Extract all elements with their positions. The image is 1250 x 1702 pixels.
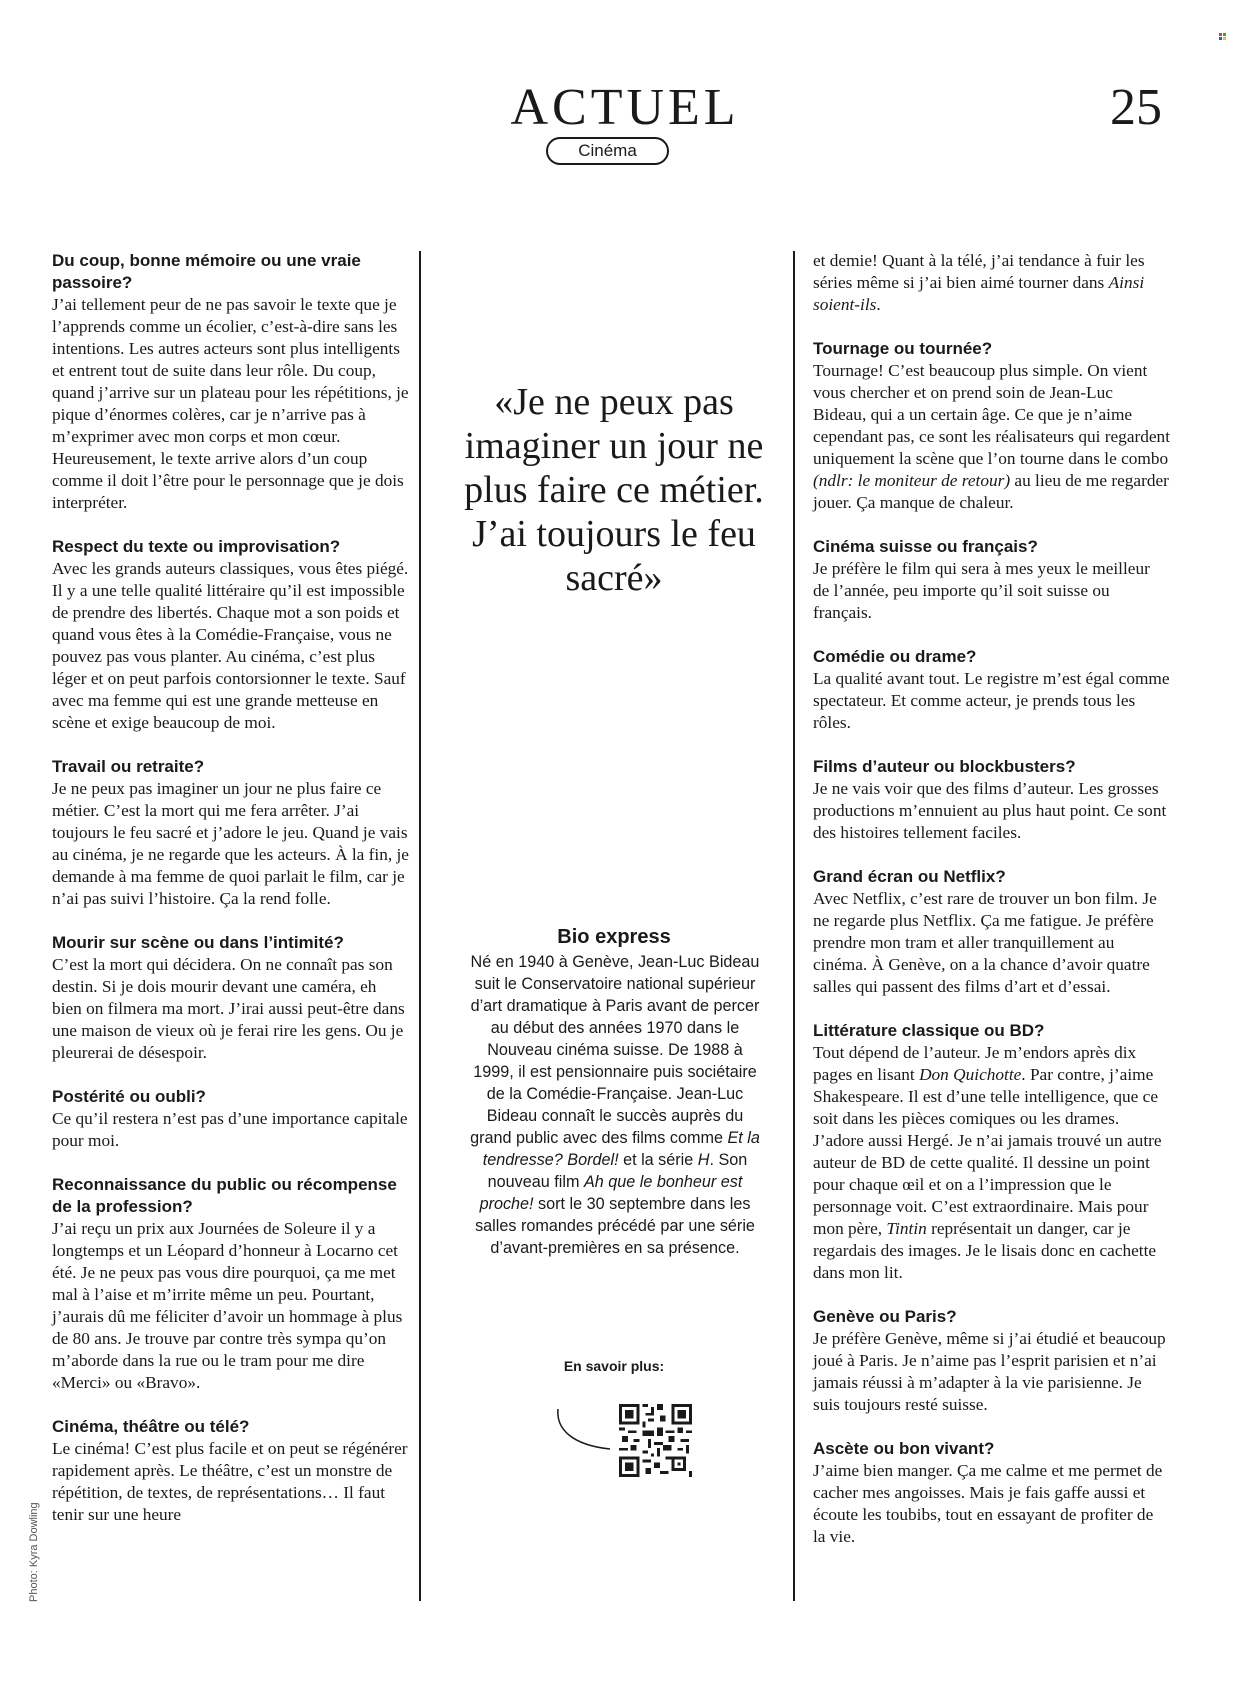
- answer: J’aime bien manger. Ça me calme et me permet de cacher mes angoisses. Mais je fais gaffe aussi et écoute les toubibs, tout en essayant de profiter de la vie.: [813, 1461, 1163, 1546]
- question: Comédie ou drame?: [813, 647, 977, 666]
- qa-block-films-auteur: [813, 756, 1170, 844]
- qa-block-comedie: [813, 646, 1170, 734]
- column-divider-left: [419, 251, 421, 1601]
- answer: Avec les grands auteurs classiques, vous êtes piégé. Il y a une telle qualité littéraire qu’il est impossible de prendre des libertés. Chaque mot a son poids et quand vous êtes à la Comédie-Française, vous ne pouvez pas vous planter. Au cinéma, c’est plus léger et on peut parfois contorsionner le texte. Sauf avec ma femme qui est une grande metteuse en scène et exige beaucoup de moi.: [52, 559, 409, 732]
- question: Travail ou retraite?: [52, 757, 205, 776]
- qa-block-litterature: [813, 1020, 1170, 1284]
- answer: Le cinéma! C’est plus facile et on peut se régénérer rapidement après. Le théâtre, c’est un monstre de répétition, de textes, de représentations… Il faut tenir sur une heure: [52, 1439, 408, 1524]
- section-title: ACTUEL: [510, 79, 740, 136]
- qa-block-posterite: [52, 1086, 410, 1152]
- question: Genève ou Paris?: [813, 1307, 957, 1326]
- qr-code-icon[interactable]: [619, 1404, 692, 1477]
- qa-block-cinema-suisse: [813, 536, 1170, 624]
- qa-block-tournage: [813, 338, 1170, 514]
- question: Respect du texte ou improvisation?: [52, 537, 341, 556]
- answer: et demie! Quant à la télé, j’ai tendance à fuir les séries même si j’ai bien aimé tourner dans Ainsi soient-ils.: [813, 251, 1145, 314]
- question: Mourir sur scène ou dans l’intimité?: [52, 933, 344, 952]
- answer: Je ne peux pas imaginer un jour ne plus faire ce métier. C’est la mort qui me fera arrêter. J’ai toujours le feu sacré et j’adore le jeu. Quand je vais au cinéma, je ne regarde que les acteurs. À la fin, je demande à ma femme de quoi parlait le film, car je n’ai pas suivi l’histoire. Ça la rend folle.: [52, 779, 409, 908]
- question: Ascète ou bon vivant?: [813, 1439, 995, 1458]
- answer: Je préfère le film qui sera à mes yeux le meilleur de l’année, peu importe qu’il soit suisse ou français.: [813, 559, 1150, 622]
- column-divider-right: [793, 251, 795, 1601]
- qa-block-cinema-theatre-continued: [813, 250, 1170, 316]
- right-column: [813, 250, 1170, 1570]
- answer: Avec Netflix, c’est rare de trouver un bon film. Je ne regarde plus Netflix. Ça me fatigue. Je préfère prendre mon tram et aller tranquillement au cinéma. À Genève, on a la chance d’avoir quatre salles qui passent des films d’art et d’essai.: [813, 889, 1157, 996]
- more-info-label: En savoir plus:: [563, 1358, 665, 1374]
- color-registration-mark: [1219, 33, 1226, 40]
- question: Cinéma suisse ou français?: [813, 537, 1038, 556]
- qa-block-travail: [52, 756, 410, 910]
- answer: Je préfère Genève, même si j’ai étudié et beaucoup joué à Paris. Je n’aime pas l’esprit parisien et n’ai jamais réussi à m’adapter à la vie parisienne. Je suis toujours resté suisse.: [813, 1329, 1166, 1414]
- page-number: 25: [1110, 79, 1162, 136]
- pull-quote: «Je ne peux pas imaginer un jour ne plus faire ce métier. J’ai toujours le feu sacré»: [464, 381, 764, 599]
- question: Films d’auteur ou blockbusters?: [813, 757, 1076, 776]
- qa-block-geneve-paris: [813, 1306, 1170, 1416]
- question: Grand écran ou Netflix?: [813, 867, 1006, 886]
- qa-block-memoire: [52, 250, 410, 514]
- qa-block-netflix: [813, 866, 1170, 998]
- qa-block-reconnaissance: [52, 1174, 410, 1394]
- bio-text: Né en 1940 à Genève, Jean-Luc Bideau suit le Conservatoire national supérieur d’art dramatique à Paris avant de percer au début des années 1970 dans le Nouveau cinéma suisse. De 1988 à 1999, il est pensionnaire puis sociétaire de la Comédie-Française. Jean-Luc Bideau connaît le succès auprès du grand public avec des films comme Et la tendresse? Bordel! et la série H. Son nouveau film Ah que le bonheur est proche! sort le 30 septembre dans les salles romandes précédé par une série d’avant-premières en sa présence.: [470, 953, 760, 1257]
- question: Tournage ou tournée?: [813, 339, 993, 358]
- answer: La qualité avant tout. Le registre m’est égal comme spectateur. Et comme acteur, je prends tous les rôles.: [813, 669, 1170, 732]
- answer: Ce qu’il restera n’est pas d’une importance capitale pour moi.: [52, 1109, 408, 1150]
- curved-arrow-icon: [552, 1405, 614, 1455]
- answer: J’ai reçu un prix aux Journées de Soleure il y a longtemps et un Léopard d’honneur à Locarno cet été. Je ne peux pas vous dire pourquoi, ça me met mal à l’aise et m’irrite même un peu. Pourtant, j’aurais dû me féliciter d’avoir un hommage à plus de 80 ans. Je trouve par contre très sympa qu’on m’aborde dans la rue ou le tram pour me dire «Merci» ou «Bravo».: [52, 1219, 403, 1392]
- question: Cinéma, théâtre ou télé?: [52, 1417, 250, 1436]
- qa-block-cinema-theatre: [52, 1416, 410, 1526]
- left-column: [52, 250, 410, 1548]
- question: Du coup, bonne mémoire ou une vraie passoire?: [52, 251, 361, 292]
- answer: Tout dépend de l’auteur. Je m’endors après dix pages en lisant Don Quichotte. Par contre, j’aime Shakespeare. Il est d’une telle intelligence, que ce soit dans les pièces comiques ou les drames. J’adore aussi Hergé. Je n’ai jamais trouvé un autre auteur de BD de cette qualité. Il dessine un point pour chaque œil et on a l’impression que le personnage voit. C’est extraordinaire. Mais pour mon père, Tintin représentait un danger, car je regardais des images. Je le lisais donc en cachette dans mon lit.: [813, 1043, 1162, 1282]
- answer: Je ne vais voir que des films d’auteur. Les grosses productions m’ennuient au plus haut point. Ce sont des histoires tellement faciles.: [813, 779, 1167, 842]
- question: Postérité ou oubli?: [52, 1087, 206, 1106]
- question: Littérature classique ou BD?: [813, 1021, 1045, 1040]
- question: Reconnaissance du public ou récompense de la profession?: [52, 1175, 397, 1216]
- bio-title: Bio express: [557, 926, 671, 948]
- photo-credit: Photo: Kyra Dowling: [28, 1502, 40, 1602]
- qa-block-respect: [52, 536, 410, 734]
- qa-block-ascete: [813, 1438, 1170, 1548]
- answer: C’est la mort qui décidera. On ne connaît pas son destin. Si je dois mourir devant une caméra, eh bien on filmera ma mort. J’irai aussi peut-être dans une maison de vieux où je ferai rire les gens. Ou je pleurerai de désespoir.: [52, 955, 405, 1062]
- qa-block-mourir: [52, 932, 410, 1064]
- answer: Tournage! C’est beaucoup plus simple. On vient vous chercher et on prend soin de Jean-Luc Bideau, qui a un certain âge. Ce que je n’aime cependant pas, ce sont les réalisateurs qui regardent uniquement la scène que l’on tourne dans le combo (ndlr: le moniteur de retour) au lieu de me regarder jouer. Ça manque de chaleur.: [813, 361, 1170, 512]
- category-badge: Cinéma: [546, 137, 669, 165]
- answer: J’ai tellement peur de ne pas savoir le texte que je l’apprends comme un écolier, c’est-à-dire sans les intentions. Les autres acteurs sont plus intelligents et entrent tout de suite dans leur rôle. Du coup, quand j’arrive sur un plateau pour les répétitions, je pique d’énormes colères, car je n’arrive pas à m’exprimer avec mon corps et mon cœur. Heureusement, le texte arrive alors d’un coup comme il doit l’être pour le personnage que je dois interpréter.: [52, 295, 409, 512]
